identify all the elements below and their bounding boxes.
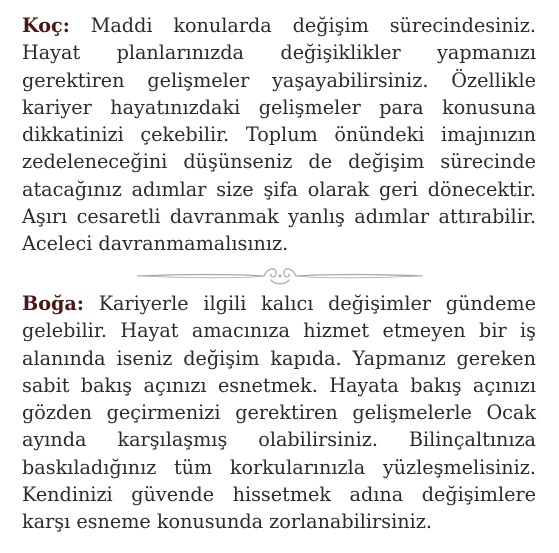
ornamental-divider-icon (130, 263, 430, 289)
section-body: Maddi konularda değişim sürecindesiniz. Hayat planlarınızda değişiklikler yapmanızı gerektiren gelişmeler yaşayabilirsiniz. Özellikle kariyer hayatınızdaki gelişmeler para konusuna dikkatinizi çekebilir. Toplum önündeki imajınızın zedeleneceğini düşünseniz de değişim sürecinde atacağınız adımlar size şifa olarak geri dönecektir. Aşırı cesaretli davranmak yanlış adımlar attırabilir. Aceleci davranmamalısınız. (22, 14, 536, 256)
section-title: Koç: (22, 14, 70, 37)
section-body: Kariyerle ilgili kalıcı değişimler gündeme gelebilir. Hayat amacınıza hizmet etmeyen bir iş alanında iseniz değişim kapıda. Yapmanız gereken sabit bakış açınızı esnetmek. Hayata bakış açınızı gözden geçirmenizi gerektiren gelişmelerle Ocak ayında karşılaşmış olabilirsiniz. Bilinçaltınıza baskıladığınız tüm korkularınızla yüzleşmelisiniz. Kendinizi güvende hissetmek adına değişimlere karşı esneme konusunda zorlanabilirsiniz. (22, 292, 536, 534)
horoscope-section-boga (22, 290, 536, 536)
section-title: Boğa: (22, 292, 84, 315)
horoscope-section-koc (22, 12, 536, 258)
